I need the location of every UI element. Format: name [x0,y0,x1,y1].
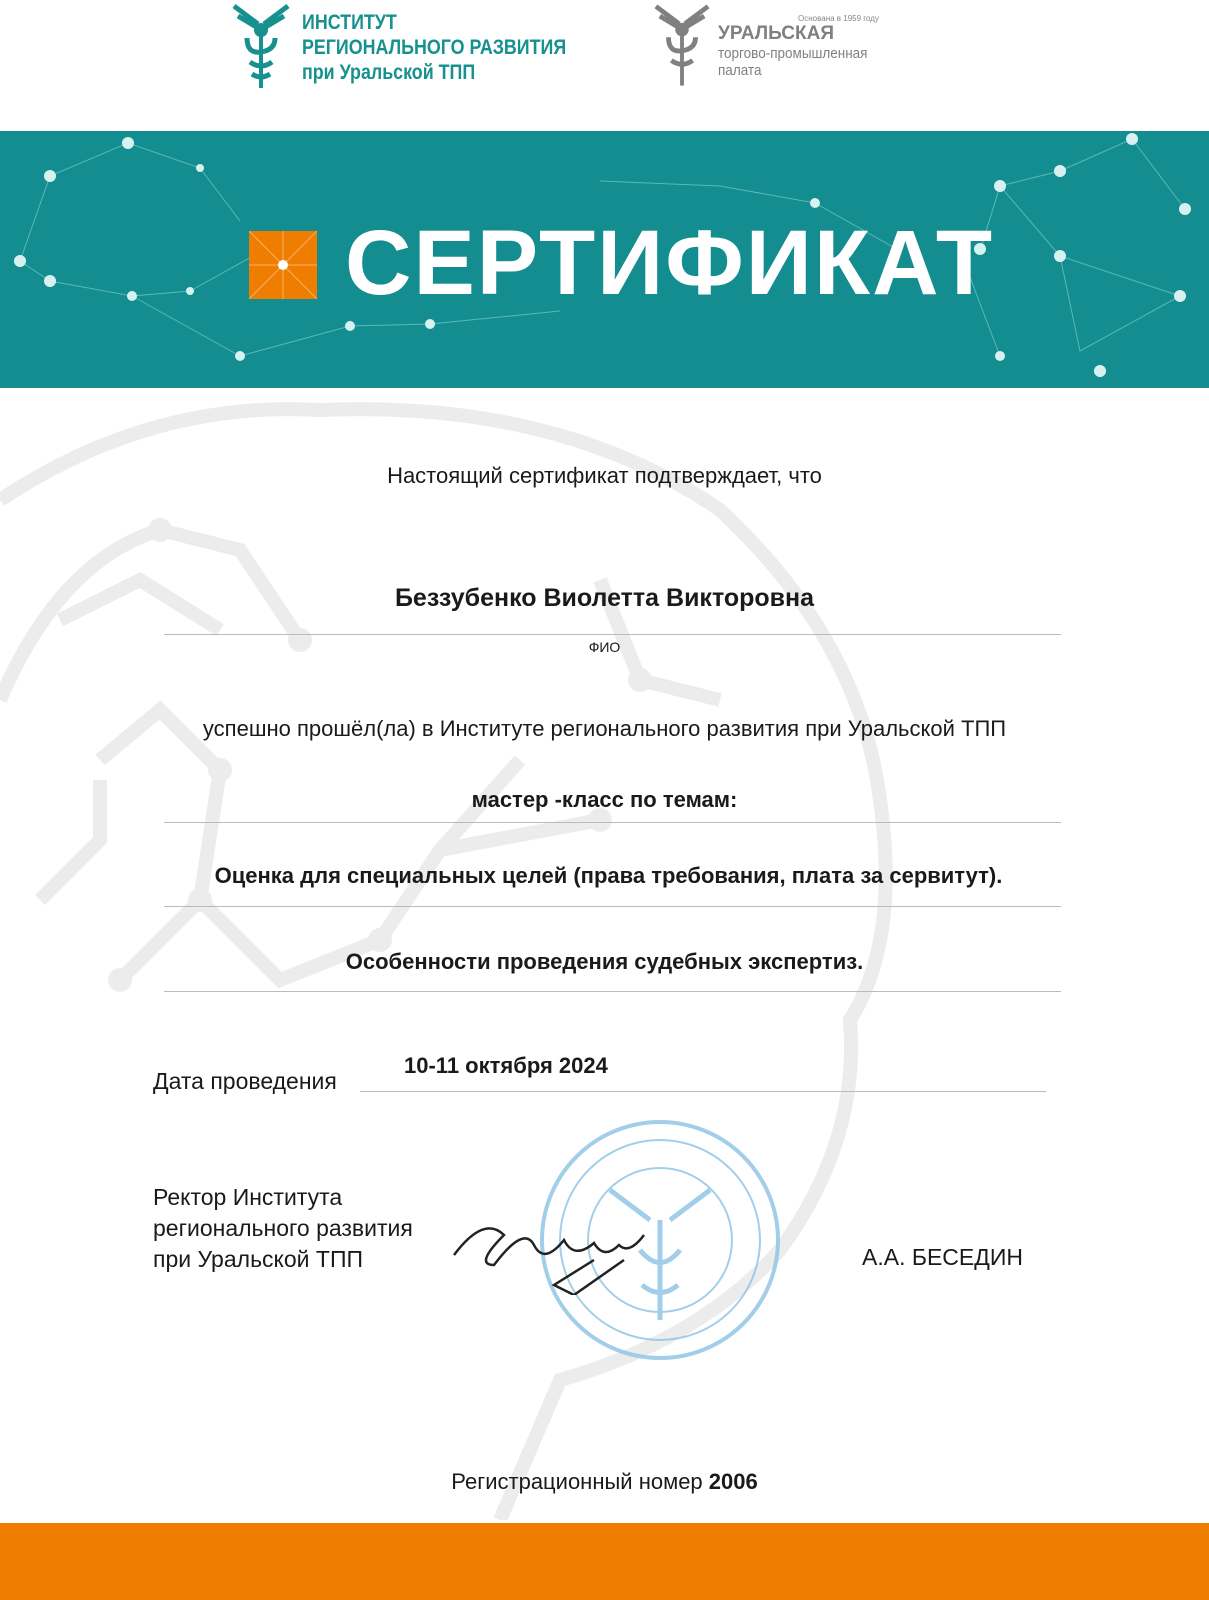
logo-line: ИНСТИТУТ [302,11,397,34]
completed-text: успешно прошёл(ла) в Институте регионального развития при Уральской ТПП [202,716,1007,741]
logo-line: торгово-промышленная [718,45,868,62]
topic-2: Особенности проведения судебных экспертиз. [345,949,864,974]
reg-label: Регистрационный номер [451,1469,703,1494]
bottom-bar [0,1523,1209,1600]
name-underline [164,634,1061,635]
date-value: 10-11 октября 2024 [404,1053,608,1078]
reg-number: 2006 [708,1469,758,1494]
signer-title-line: регионального развития [153,1215,413,1241]
founded-text: Основана в 1959 году [798,14,879,23]
caduceus-icon [654,2,710,88]
signer-title-line: Ректор Института [153,1184,343,1210]
signer-name: А.А. БЕСЕДИН [862,1244,1023,1270]
orange-square-icon [249,231,317,299]
divider [164,906,1061,907]
date-underline [360,1091,1046,1092]
signer-title [153,1182,413,1275]
caduceus-icon [232,2,290,90]
chamber-logo [654,2,884,88]
course-type: мастер -класс по темам: [471,787,738,812]
logo-line: УРАЛЬСКАЯ [718,23,834,44]
date-label: Дата проведения [153,1068,337,1094]
name-caption: ФИО [588,639,621,655]
topic-1: Оценка для специальных целей (права требования, плата за сервитут). [214,863,1003,888]
signature [444,1205,664,1295]
registration [0,1469,1209,1495]
divider [164,991,1061,992]
recipient-name: Беззубенко Виолетта Викторовна [394,584,815,612]
logo-line: палата [718,62,762,79]
title-banner [0,131,1209,388]
logo-line: РЕГИОНАЛЬНОГО РАЗВИТИЯ [302,36,567,59]
certificate-title: СЕРТИФИКАТ [345,212,995,314]
divider [164,822,1061,823]
signer-title-line: при Уральской ТПП [153,1246,364,1272]
intro-text: Настоящий сертификат подтверждает, что [387,463,822,488]
logo-line: при Уральской ТПП [302,61,476,84]
institute-logo [232,2,613,90]
